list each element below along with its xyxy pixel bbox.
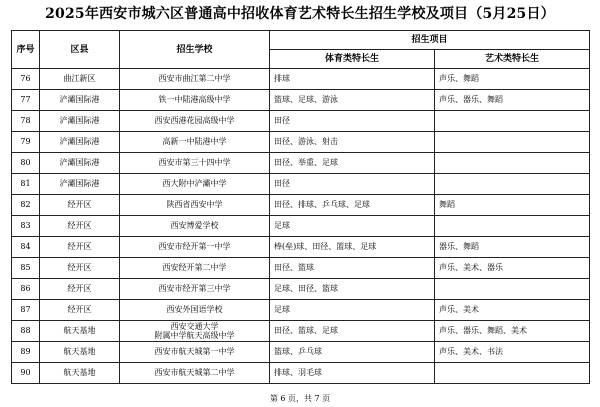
table-row: [12, 342, 590, 363]
cell-arts: [435, 153, 590, 174]
header-arts: 艺术类特长生: [435, 50, 590, 69]
cell-sports: 棒(垒)球、田径、篮球、足球: [270, 237, 435, 258]
cell-seq: 77: [12, 90, 40, 111]
cell-school: 西安经开第二中学: [120, 258, 270, 279]
cell-arts: [435, 111, 590, 132]
table-row: [12, 174, 590, 195]
cell-arts: 声乐、器乐、舞蹈: [435, 90, 590, 111]
table-row: [12, 300, 590, 321]
cell-school: 西安外国语学校: [120, 300, 270, 321]
cell-district: 经开区: [40, 279, 120, 300]
cell-sports: 排球、羽毛球: [270, 363, 435, 384]
cell-sports: 足球、田径、篮球: [270, 279, 435, 300]
cell-school: 西安市航天城第二中学: [120, 363, 270, 384]
cell-district: 浐灞国际港: [40, 111, 120, 132]
cell-seq: 90: [12, 363, 40, 384]
cell-seq: 84: [12, 237, 40, 258]
cell-sports: 田径: [270, 111, 435, 132]
cell-sports: 足球: [270, 300, 435, 321]
cell-seq: 88: [12, 321, 40, 342]
page-footer: 第 6 页，共 7 页: [269, 394, 331, 403]
cell-seq: 82: [12, 195, 40, 216]
cell-arts: 声乐、美术、书法: [435, 342, 590, 363]
cell-school: 西安市经开第三中学: [120, 279, 270, 300]
schools-table: [11, 30, 590, 384]
cell-district: 经开区: [40, 195, 120, 216]
cell-arts: [435, 174, 590, 195]
cell-arts: 声乐、舞蹈: [435, 69, 590, 90]
cell-arts: 声乐、美术: [435, 300, 590, 321]
cell-sports: 田径、篮球、足球: [270, 321, 435, 342]
document-title: 2025年西安市城六区普通高中招收体育艺术特长生招生学校及项目（5月25日）: [45, 6, 555, 22]
cell-school: 西安市第三十四中学: [120, 153, 270, 174]
cell-school-line2: 附属中学航天高级中学: [154, 331, 235, 340]
cell-sports: 田径、游泳、射击: [270, 132, 435, 153]
cell-district: 航天基地: [40, 342, 120, 363]
table-row: [12, 237, 590, 258]
cell-district: 航天基地: [40, 363, 120, 384]
cell-district: 经开区: [40, 258, 120, 279]
cell-school: 西安市经开第一中学: [120, 237, 270, 258]
cell-sports: 排球: [270, 69, 435, 90]
cell-district: 航天基地: [40, 321, 120, 342]
cell-arts: 声乐、美术、器乐: [435, 258, 590, 279]
cell-sports: 足球: [270, 216, 435, 237]
cell-district: 经开区: [40, 237, 120, 258]
table-row: [12, 363, 590, 384]
table-row: [12, 195, 590, 216]
table-row: [12, 69, 590, 90]
cell-seq: 85: [12, 258, 40, 279]
table-header-row: [12, 31, 590, 50]
cell-school: 西安西港花园高级中学: [120, 111, 270, 132]
header-projects: 招生项目: [270, 31, 590, 50]
cell-school-line1: 西安交通大学: [170, 322, 219, 331]
table-row: [12, 111, 590, 132]
cell-district: 曲江新区: [40, 69, 120, 90]
cell-district: 经开区: [40, 216, 120, 237]
cell-sports: 田径、排球、乒乓球、足球: [270, 195, 435, 216]
cell-sports: 篮球、足球、游泳: [270, 90, 435, 111]
cell-school: 铁一中陆港高级中学: [120, 90, 270, 111]
cell-school: 西安市曲江第二中学: [120, 69, 270, 90]
cell-seq: 83: [12, 216, 40, 237]
table-row: [12, 216, 590, 237]
cell-school: 西大附中浐灞中学: [120, 174, 270, 195]
cell-sports: 田径、举重、足球: [270, 153, 435, 174]
cell-seq: 86: [12, 279, 40, 300]
cell-arts: 舞蹈: [435, 195, 590, 216]
header-school: 招生学校: [120, 31, 270, 69]
cell-sports: 田径、篮球: [270, 258, 435, 279]
table-row: [12, 132, 590, 153]
cell-arts: 器乐、舞蹈: [435, 237, 590, 258]
header-sports: 体育类特长生: [270, 50, 435, 69]
table-row: [12, 321, 590, 342]
cell-seq: 78: [12, 111, 40, 132]
table-row: [12, 90, 590, 111]
cell-district: 经开区: [40, 300, 120, 321]
cell-district: 浐灞国际港: [40, 90, 120, 111]
cell-arts: [435, 363, 590, 384]
cell-district: 浐灞国际港: [40, 174, 120, 195]
cell-arts: [435, 132, 590, 153]
header-seq: 序号: [12, 31, 40, 69]
cell-arts: [435, 279, 590, 300]
cell-school: 陕西省西安中学: [120, 195, 270, 216]
cell-sports: 篮球、乒乓球: [270, 342, 435, 363]
cell-seq: 79: [12, 132, 40, 153]
header-district: 区县: [40, 31, 120, 69]
cell-school: 高新一中陆港中学: [120, 132, 270, 153]
cell-school: 西安市航天城第一中学: [120, 342, 270, 363]
cell-sports: 田径: [270, 174, 435, 195]
table-row: [12, 153, 590, 174]
cell-seq: 80: [12, 153, 40, 174]
cell-school: [120, 321, 270, 342]
table-row: [12, 279, 590, 300]
cell-arts: [435, 216, 590, 237]
cell-seq: 89: [12, 342, 40, 363]
cell-arts: 声乐、器乐、舞蹈、美术: [435, 321, 590, 342]
cell-district: 浐灞国际港: [40, 153, 120, 174]
cell-seq: 87: [12, 300, 40, 321]
cell-seq: 81: [12, 174, 40, 195]
cell-seq: 76: [12, 69, 40, 90]
cell-district: 浐灞国际港: [40, 132, 120, 153]
table-row: [12, 258, 590, 279]
cell-school: 西安博爱学校: [120, 216, 270, 237]
